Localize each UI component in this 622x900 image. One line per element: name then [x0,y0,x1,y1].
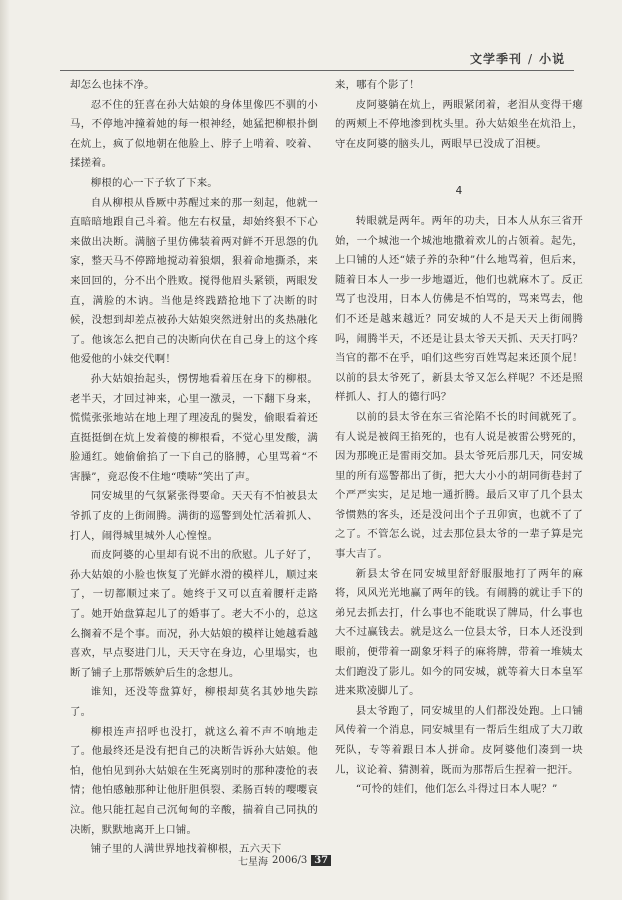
paragraph: 却怎么也抹不净。 [70,79,155,91]
paragraph: 铺子里的人满世界地找着柳根，五六天下 [90,843,282,856]
header-rule [60,70,574,71]
paragraph: 谁知，还没等盘算好，柳根却莫名其妙地失踪了。 [70,686,318,718]
footer-issue: 2006/3 [272,855,308,866]
paragraph: “可怜的娃们，他们怎么斗得过日本人呢？” [355,783,558,796]
paragraph: 来，哪有个影了！ [335,79,420,91]
left-column [70,76,318,860]
paragraph: 柳根的心一下子软了下来。 [90,176,218,189]
section-number: 4 [455,185,463,198]
magazine-name: 文学季刊 [470,52,523,66]
paragraph: 新县太爷在同安城里舒舒服服地打了两年的麻将，风风光光地赢了两年的钱。有闹腾的就让手下的弟兄去抓去打，什么事也不能耽误了牌局，什么事也大不过赢钱去。就是这么一位县太爷，日本人还没到眼前，便带着一副象牙料子的麻将牌，带着一堆姨太太们跑没了影儿。如今的同安城，就等着大日本皇军进来欺凌脚儿了。 [335,567,583,698]
paragraph: 同安城里的气氛紧张得要命。天天有不怕被县太爷抓了皮的上街闹腾。满街的巡警到处忙活着抓人、打人，闹得城里城外人心惶惶。 [70,490,318,542]
page-number: 37 [311,855,331,866]
paragraph: 县太爷跑了，同安城里的人们都没处跑。上口铺风传着一个消息，同安城里有一帮后生组成了大刀敢死队，专等着跟日本人拼命。皮阿婆他们凑到一块儿，议论着、猜测着，既而为那帮后生捏着一把汗。 [335,704,583,776]
paragraph: 孙大姑娘抬起头，愣愣地看着压在身下的柳根。老半天，才回过神来，心里一激灵，一下翻下身来，慌慌张张地站在地上理了理凌乱的鬓发，偷眼看着还直挺挺倒在炕上发着傻的柳根看，不觉心里发酸，满脸通红。她偷偷掐了一下自己的胳膊，心里骂着“不害臊”，竟忍俊不住地“噗哧”笑出了声。 [70,372,318,483]
running-header [470,50,565,67]
header-separator: / [528,52,534,66]
paragraph: 忍不住的狂喜在孙大姑娘的身体里像匹不驯的小马，不停地冲撞着她的每一根神经，她猛把柳根扑倒在炕上，疯了似地朝在他脸上、脖子上啃着、咬着、揉搓着。 [70,98,318,170]
paragraph: 皮阿婆躺在炕上，两眼紧闭着，老泪从变得干瘪的两颊上不停地渗到枕头里。孙大姑娘坐在炕沿上，守在皮阿婆的脑头儿，两眼早已没成了泪梗。 [335,98,583,150]
section-name: 小说 [539,52,566,66]
footer-magazine: 七星海 [238,857,268,868]
paragraph: 自从柳根从昏厥中苏醒过来的那一刻起，他就一直暗暗地跟自己斗着。他左右权量，却始终狠不下心来做出决断。满脑子里仿佛装着两对鲜不开思怨的仇家，整天马不停蹄地搅动着狼烟，狠着命地撕杀，来来回回的，分不出个胜败。搅得他眉头紧锁，两眼发直，满脸的木讷。当他是终践踏抢地下了决断的时候，没想到却差点被孙大姑娘突然迸射出的炙热融化了。他该怎么把自己的决断向伏在自己身上的这个疼他爱他的小妹交代啊！ [70,196,318,366]
paragraph: 转眼就是两年。两年的功夫，日本人从东三省开始，一个城池一个城池地撒着欢儿的占领着。起先，上口铺的人还“婊子养的杂种”什么地骂着，但后来，随着日本人一步一步地逼近，他们也就麻木了。反正骂了也没用，日本人仿佛是不怕骂的，骂来骂去，他们不还是越来越近？同安城的人不是天天上街闹腾吗，闹腾半天，不还是让县太爷天天抓、天天打吗？当官的都不在乎，咱们这些穷百姓骂起来还顶个屁！以前的县太爷死了，新县太爷又怎么样呢？不还是照样抓人、打人的德行吗？ [335,214,583,404]
paragraph: 而皮阿婆的心里却有说不出的欣慰。儿子好了，孙大姑娘的小脸也恢复了光鲜水滑的模样儿，顺过来了，一切都顺过来了。她终于又可以直着腰杆走路了。她开始盘算起儿了的婚事了。老大不小的，总这么搁着不是个事。而况，孙大姑娘的模样让她越看越喜欢，早点娶进门儿，天天守在身边，心里塌实，也断了铺子上那帮嫉妒后生的念想儿。 [70,549,318,679]
paragraph: 以前的县太爷在东三省沦陷不长的时间就死了。有人说是被阎王掐死的，也有人说是被雷公劈死的，因为那晚正是雷雨交加。县太爷死后那几天，同安城里的所有巡警都出了街，把大大小小的胡同街巷封了个严严实实，足足地一通折腾。最后又审了几个县太爷惯熟的客头，还是没问出个子丑卯寅，也就不了了之了。不管怎么说，过去那位县太爷的一辈子算是完事大吉了。 [335,410,583,561]
page-footer [238,853,331,868]
paragraph: 柳根连声招呼也没打，就这么着不声不响地走了。他最终还是没有把自己的决断告诉孙大姑娘。他怕，他怕见到孙大姑娘在生死离别时的那种凄怆的表情；他怕感触那种让他肝胆俱裂、柔肠百转的嘤嘤哀泣。他只能扛起自己沉甸甸的辛酸，揣着自己同执的决断，默默地离开上口铺。 [70,725,318,836]
right-column [335,76,583,800]
scan-edge-shadow [0,0,10,900]
